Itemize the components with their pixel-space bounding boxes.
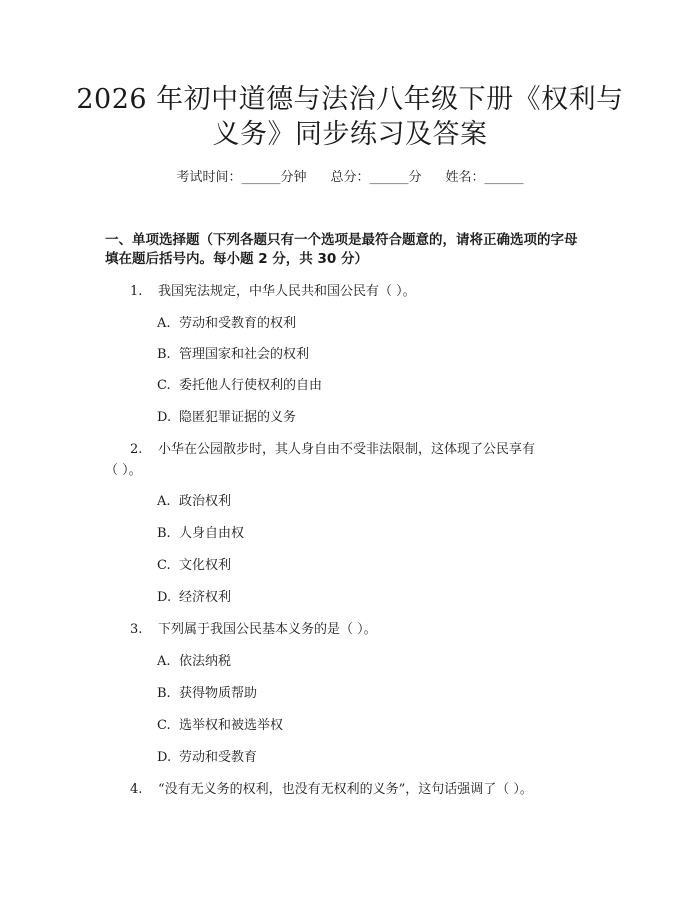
section-heading-line-2: 填在题后括号内。每小题 2 分，共 30 分） [105,251,368,267]
document-title-line-2: 义务》同步练习及答案 [212,119,488,150]
exam-info [0,168,700,188]
option-letter: C. [157,378,171,393]
option-text: 依法纳税 [179,654,232,669]
question-text: 下列属于我国公民基本义务的是（ ）。 [158,622,377,637]
option-text: 获得物质帮助 [179,686,258,701]
option-letter: B. [157,526,171,541]
option-d [157,588,231,608]
option-letter: B. [157,686,171,701]
option-text: 选举权和被选举权 [179,718,284,733]
option-c [157,556,231,576]
question-number: 4. [130,782,143,797]
option-b [157,684,257,704]
question-text-continued: （ ）。 [105,463,142,478]
option-a [157,314,296,334]
exam-time-field: 考试时间：______分钟 [176,170,307,185]
question-text: 小华在公园散步时，其人身自由不受非法限制，这体现了公民享有 [158,442,536,457]
option-letter: A. [157,494,171,509]
question-text: 我国宪法规定，中华人民共和国公民有（ ）。 [158,284,416,299]
question-number: 3. [130,622,143,637]
option-a [157,652,231,672]
question-text: “没有无义务的权利，也没有无权利的义务”，这句话强调了（ ）。 [158,782,533,797]
option-text: 文化权利 [179,558,232,573]
option-text: 经济权利 [179,590,232,605]
option-letter: D. [157,410,172,425]
option-text: 管理国家和社会的权利 [179,347,310,362]
option-c [157,376,322,396]
option-b [157,345,309,365]
option-a [157,492,231,512]
option-c [157,716,283,736]
option-text: 政治权利 [179,494,232,509]
option-text: 隐匿犯罪证据的义务 [179,410,297,425]
option-text: 劳动和受教育 [179,750,258,765]
document-title-line-1: 2026 年初中道德与法治八年级下册《权利与 [76,84,624,115]
question-number: 2. [130,442,143,457]
option-b [157,524,244,544]
option-letter: D. [157,750,172,765]
option-letter: C. [157,558,171,573]
option-letter: B. [157,347,171,362]
name-field: 姓名：______ [445,170,524,185]
total-score-field: 总分：______分 [330,170,422,185]
option-letter: C. [157,718,171,733]
option-letter: A. [157,316,171,331]
option-letter: D. [157,590,172,605]
option-text: 劳动和受教育的权利 [179,316,297,331]
option-d [157,408,296,428]
section-heading-line-1: 一、单项选择题（下列各题只有一个选项是最符合题意的，请将正确选项的字母 [105,232,578,248]
option-text: 人身自由权 [179,526,245,541]
option-letter: A. [157,654,171,669]
option-d [157,748,257,768]
option-text: 委托他人行使权利的自由 [179,378,323,393]
question-number: 1. [130,284,143,299]
